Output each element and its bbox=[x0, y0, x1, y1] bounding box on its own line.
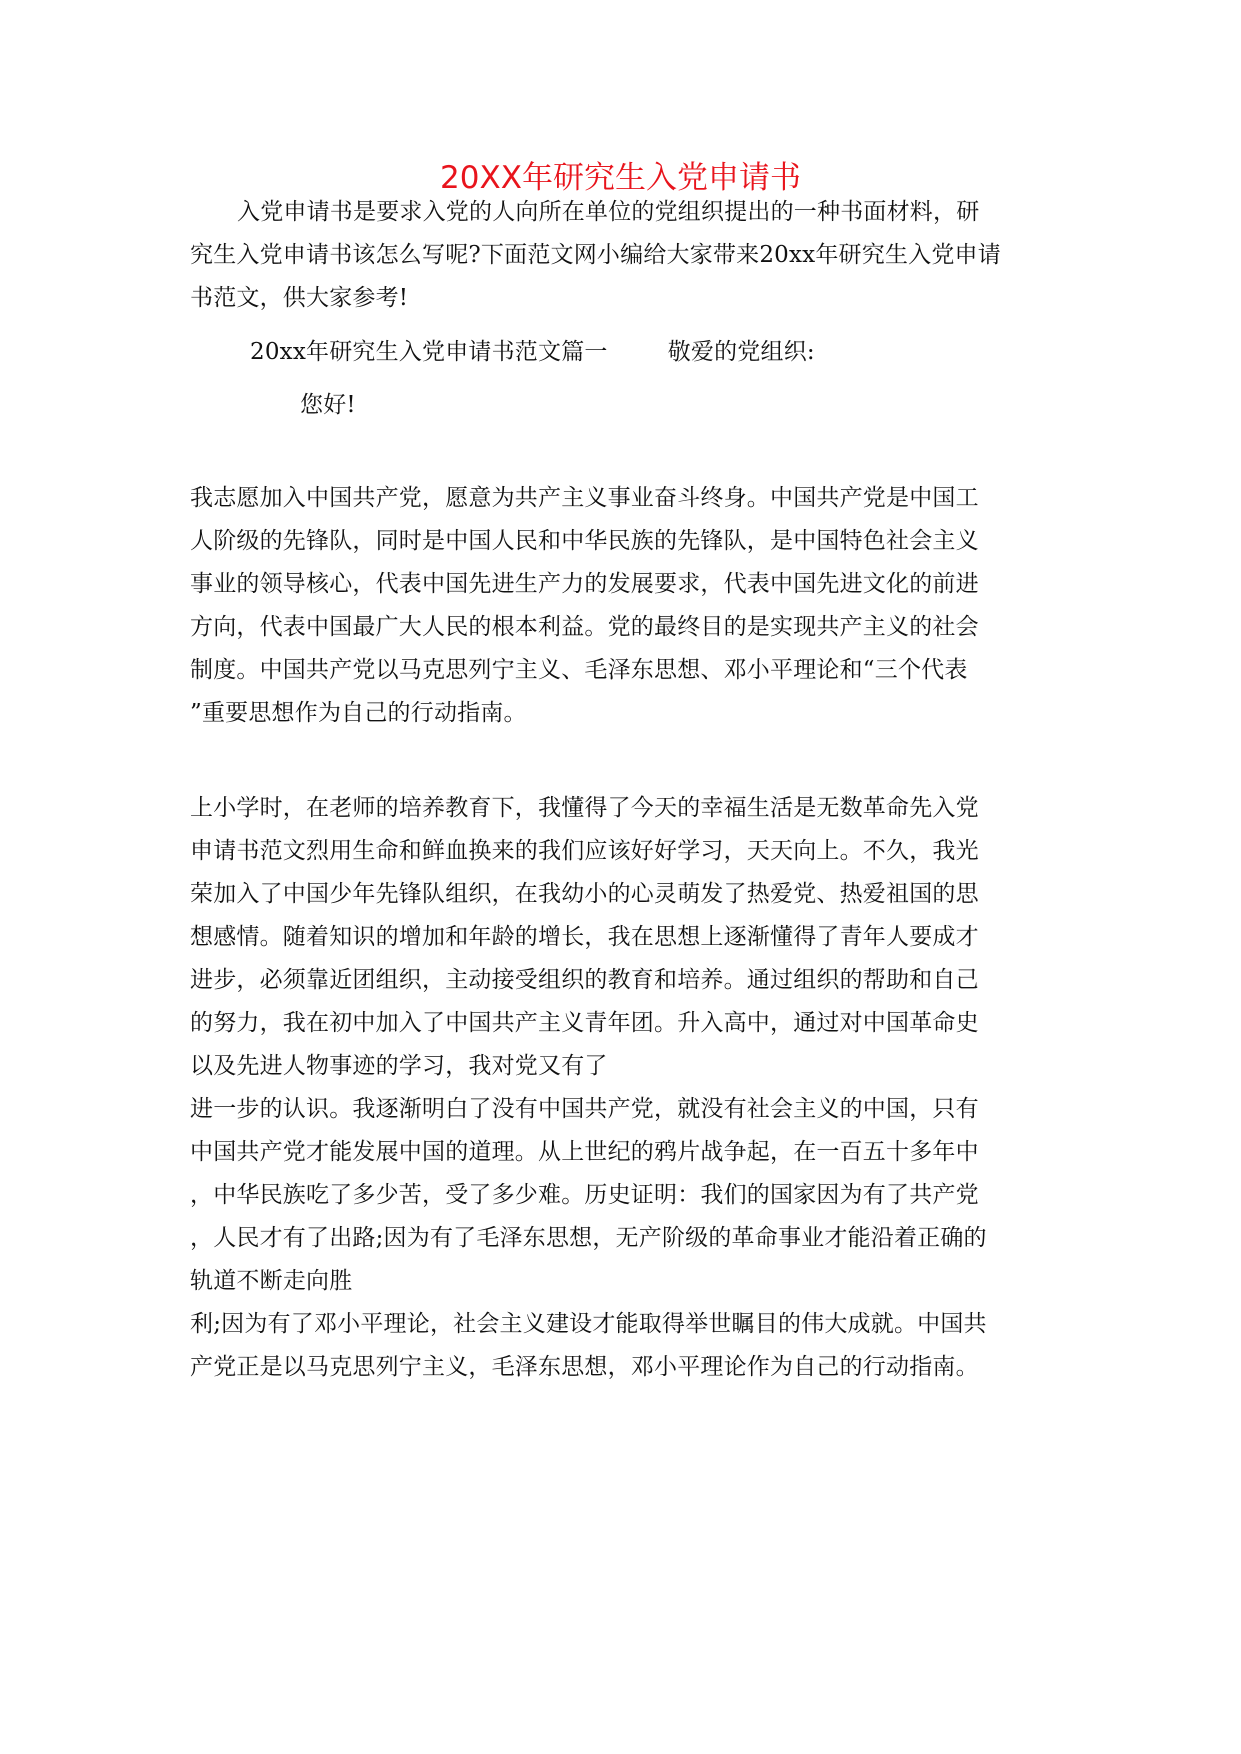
intro-line-1: 入党申请书是要求入党的人向所在单位的党组织提出的一种书面材料，研 bbox=[237, 199, 980, 225]
intro-line-2: 究生入党申请书该怎么写呢?下面范文网小编给大家带来20xx年研究生入党申请 bbox=[190, 242, 1001, 268]
intro-line-3: 书范文，供大家参考! bbox=[190, 285, 409, 311]
paragraph1-line-4: 方向，代表中国最广大人民的根本利益。党的最终目的是实现共产主义的社会 bbox=[190, 614, 979, 640]
paragraph2-line-12: 轨道不断走向胜 bbox=[190, 1268, 353, 1294]
paragraph2-line-11: ，人民才有了出路;因为有了毛泽东思想，无产阶级的革命事业才能沿着正确的 bbox=[190, 1225, 987, 1251]
paragraph2-line-7: 以及先进人物事迹的学习，我对党又有了 bbox=[190, 1053, 608, 1079]
paragraph2-line-13: 利;因为有了邓小平理论，社会主义建设才能取得举世瞩目的伟大成就。中国共 bbox=[190, 1311, 987, 1337]
paragraph2-line-8: 进一步的认识。我逐渐明白了没有中国共产党，就没有社会主义的中国，只有 bbox=[190, 1096, 979, 1122]
paragraph1-line-6: ”重要思想作为自己的行动指南。 bbox=[190, 700, 527, 726]
paragraph2-line-5: 进步，必须靠近团组织，主动接受组织的教育和培养。通过组织的帮助和自己 bbox=[190, 967, 979, 993]
paragraph1-line-3: 事业的领导核心，代表中国先进生产力的发展要求，代表中国先进文化的前进 bbox=[190, 571, 979, 597]
letter-heading: 20xx年研究生入党申请书范文篇一 敬爱的党组织: bbox=[250, 339, 815, 365]
paragraph1-line-5: 制度。中国共产党以马克思列宁主义、毛泽东思想、邓小平理论和“三个代表 bbox=[190, 657, 968, 683]
paragraph2-line-10: ，中华民族吃了多少苦，受了多少难。历史证明：我们的国家因为有了共产党 bbox=[190, 1182, 979, 1208]
paragraph2-line-14: 产党正是以马克思列宁主义，毛泽东思想，邓小平理论作为自己的行动指南。 bbox=[190, 1354, 979, 1380]
document-title: 20XX年研究生入党申请书 bbox=[440, 160, 801, 196]
paragraph1-line-2: 人阶级的先锋队，同时是中国人民和中华民族的先锋队，是中国特色社会主义 bbox=[190, 528, 979, 554]
paragraph2-line-9: 中国共产党才能发展中国的道理。从上世纪的鸦片战争起，在一百五十多年中 bbox=[190, 1139, 979, 1165]
paragraph2-line-3: 荣加入了中国少年先锋队组织，在我幼小的心灵萌发了热爱党、热爱祖国的思 bbox=[190, 881, 979, 907]
paragraph2-line-2: 申请书范文烈用生命和鲜血换来的我们应该好好学习，天天向上。不久，我光 bbox=[190, 838, 979, 864]
paragraph2-line-6: 的努力，我在初中加入了中国共产主义青年团。升入高中，通过对中国革命史 bbox=[190, 1010, 979, 1036]
paragraph2-line-1: 上小学时，在老师的培养教育下，我懂得了今天的幸福生活是无数革命先入党 bbox=[190, 795, 979, 821]
paragraph1-line-1: 我志愿加入中国共产党，愿意为共产主义事业奋斗终身。中国共产党是中国工 bbox=[190, 485, 979, 511]
paragraph2-line-4: 想感情。随着知识的增加和年龄的增长，我在思想上逐渐懂得了青年人要成才 bbox=[190, 924, 979, 950]
greeting: 您好! bbox=[300, 392, 356, 418]
